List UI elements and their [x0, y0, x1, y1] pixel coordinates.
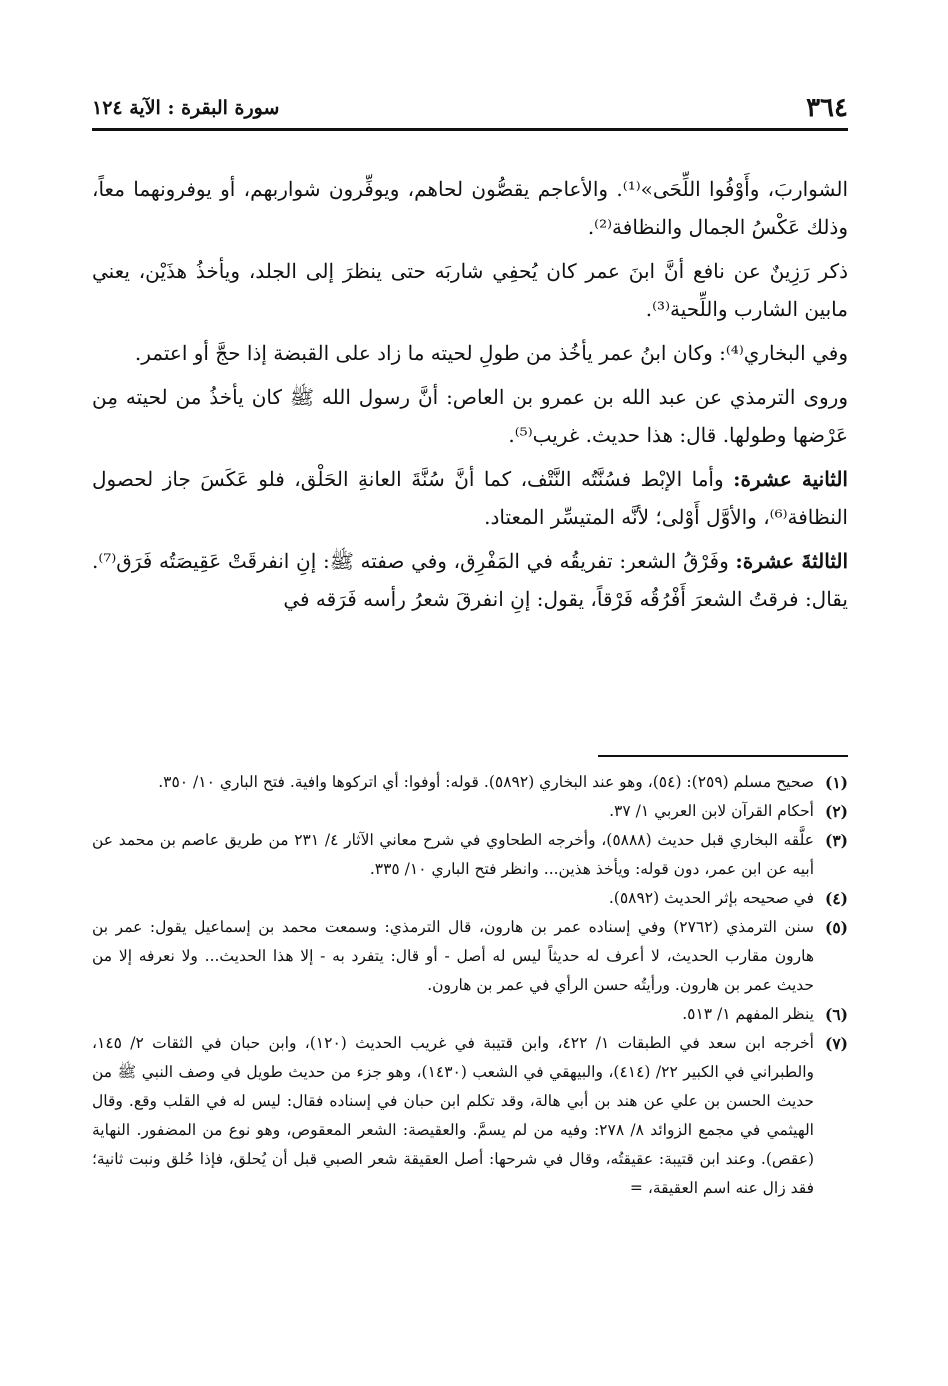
- footnote-number: (٥): [824, 918, 848, 937]
- footnote-number: (١): [824, 773, 848, 792]
- footnote-number: (٢): [824, 802, 848, 821]
- page-header: [92, 92, 848, 122]
- paragraph-text: وفَرْقُ الشعر: تفريقُه في المَفْرِق، وفي صفته ﷺ: إنِ انفرقَتْ عَقِيصَتُه فَرَق⁽⁷⁾. يقال: فرقتُ الشعرَ أَفْرُقُه فَرْقاً، يقول: إنِ انفرقَ شعرُ رأسه فَرَقه في: [92, 549, 848, 611]
- paragraph: [92, 542, 848, 618]
- footnote: [92, 826, 848, 884]
- paragraph: [92, 334, 848, 372]
- page-number: ٣٦٤: [806, 93, 848, 123]
- paragraph-lead: الثانية عشرة:: [733, 467, 848, 491]
- footnote: [92, 768, 848, 797]
- paragraph-text: الشواربَ، وأَوْفُوا اللِّحَى»⁽¹⁾. والأعاجم يقصُّون لحاهم، ويوفِّرون شواربهم، أو يوفرونهما معاً، وذلك عَكْسُ الجمال والنظافة⁽²⁾.: [92, 177, 848, 239]
- paragraph: [92, 170, 848, 246]
- running-title: سورة البقرة : الآية ١٢٤: [92, 97, 280, 119]
- paragraph: [92, 252, 848, 328]
- header-rule: [92, 128, 848, 131]
- footnote-number: (٦): [824, 1005, 848, 1024]
- paragraph-lead: الثالثةَ عشرة:: [735, 549, 848, 573]
- footnote: [92, 1000, 848, 1029]
- footnote-separator: [598, 755, 848, 757]
- footnote-text: في صحيحه بإثر الحديث (٥٨٩٢).: [608, 889, 814, 907]
- paragraph: [92, 378, 848, 454]
- footnote-text: سنن الترمذي (٢٧٦٢) وفي إسناده عمر بن هارون، قال الترمذي: وسمعت محمد بن إسماعيل يقول: عمر بن هارون مقارب الحديث، لا أعرف له حديثاً ليس له أصل - أو قال: يتفرد به - إلا هذا الحديث... ولا نعرفه إلا من حديث عمر بن هارون. ورأيتُه حسن الرأي في عمر بن هارون.: [92, 918, 814, 994]
- footnote-number: (٧): [824, 1034, 848, 1053]
- paragraph: [92, 460, 848, 536]
- footnote-number: (٣): [824, 831, 848, 850]
- footnote: [92, 1029, 848, 1203]
- footnote-text: ينظر المفهم ١/ ٥١٣.: [682, 1005, 814, 1023]
- footnote-text: صحيح مسلم (٢٥٩): (٥٤)، وهو عند البخاري (٥٨٩٢). قوله: أوفوا: أي اتركوها وافية. فتح الباري ١٠/ ٣٥٠.: [158, 773, 814, 791]
- paragraph-text: وروى الترمذي عن عبد الله بن عمرو بن العاص: أنَّ رسول الله ﷺ كان يأخذُ من لحيته مِن عَرْضها وطولها. قال: هذا حديث. غريب⁽⁵⁾.: [92, 385, 848, 447]
- footnote: [92, 913, 848, 1000]
- footnote-text: أحكام القرآن لابن العربي ١/ ٣٧.: [609, 802, 814, 820]
- footnote: [92, 884, 848, 913]
- footnote-number: (٤): [824, 889, 848, 908]
- footnote-text: أخرجه ابن سعد في الطبقات ١/ ٤٢٢، وابن قتيبة في غريب الحديث (١٢٠)، وابن حبان في الثقات ٢/ ١٤٥، والطبراني في الكبير ٢٢/ (٤١٤)، والبيهقي في الشعب (١٤٣٠)، وهو جزء من حديث طويل في وصف النبي ﷺ من حديث الحسن بن علي عن هند بن أبي هالة، وقد تكلم ابن حبان في إسناده فقال: ليس له في القلب وقع. وقال الهيثمي في مجمع الزوائد ٨/ ٢٧٨: وفيه من لم يسمَّ. والعقيصة: الشعر المعقوص، وهو نوع من المضفور. النهاية (عقص). وعند ابن قتيبة: عقيقتُه، وقال في شرحها: أصل العقيقة شعر الصبي قبل أن يُحلق، فإذا حُلق ونبت ثانية؛ فقد زال عنه اسم العقيقة، =: [92, 1034, 814, 1197]
- footnotes: [92, 768, 848, 1328]
- paragraph-text: ذكر رَزِينٌ عن نافع أنَّ ابنَ عمر كان يُحفِي شاربَه حتى ينظرَ إلى الجلد، ويأخذُ هذَيْن، يعني مابين الشارب واللِّحية⁽³⁾.: [92, 259, 848, 321]
- main-text: [92, 170, 848, 740]
- footnote-text: علَّقه البخاري قبل حديث (٥٨٨٨)، وأخرجه الطحاوي في شرح معاني الآثار ٤/ ٢٣١ من طريق عاصم بن محمد عن أبيه عن ابن عمر، دون قوله: ويأخذ هذين... وانظر فتح الباري ١٠/ ٣٣٥.: [92, 831, 814, 878]
- paragraph-text: وأما الإبْط فسُنَّتُه النَّتْف، كما أنَّ سُنَّةَ العانةِ الحَلْق، فلو عَكَسَ جاز لحصول النظافة⁽⁶⁾، والأوَّل أَوْلى؛ لأنَّه المتيسِّر المعتاد.: [92, 467, 848, 529]
- paragraph-text: وفي البخاري⁽⁴⁾: وكان ابنُ عمر يأخُذ من طولِ لحيته ما زاد على القبضة إذا حجَّ أو اعتمر.: [134, 341, 848, 365]
- footnote: [92, 797, 848, 826]
